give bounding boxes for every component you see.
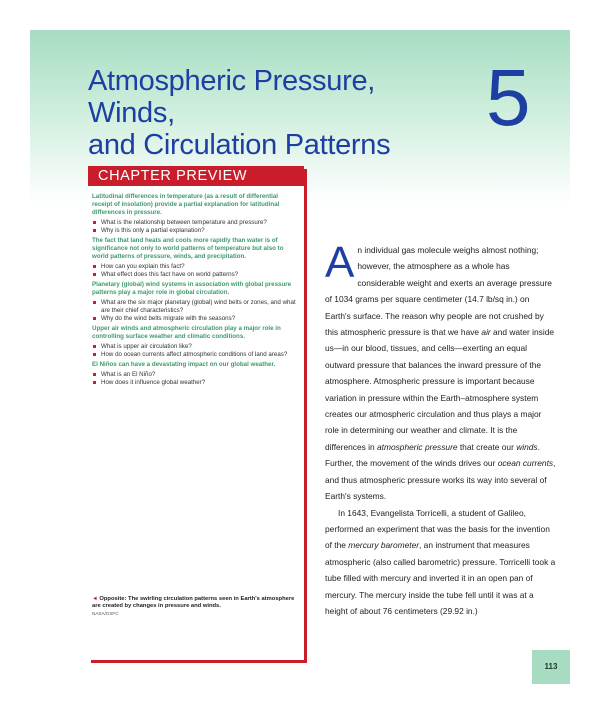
text-run: and water inside us—in our blood, tissues, and cells—exerting an equal outward pressure that balances the inward pressure of the atmosphere. Atmospheric pressure is important because variation in pressure within the Earth–atmosphere system creates our atmospheric circulation and thus plays a major role in determining our weather and climate. It is the differences in bbox=[325, 327, 555, 452]
text-run: that create our bbox=[457, 441, 517, 452]
preview-group-heading: The fact that land heats and cools more rapidly than water is of significance not only to world patterns of temperature but also to world patterns of pressure, winds, and precipitation. bbox=[92, 237, 284, 261]
preview-group-heading: El Niños can have a devastating impact on our global weather. bbox=[92, 361, 276, 369]
chapter-title bbox=[88, 65, 468, 161]
preview-group bbox=[92, 193, 300, 234]
preview-question-list bbox=[92, 299, 300, 322]
preview-question: Why do the wind belts migrate with the seasons? bbox=[92, 315, 300, 323]
text-run: n individual gas molecule weighs almost nothing; however, the atmosphere as a whole has considerable weight and exerts an average pressure of 1034 grams per square centimeter (14.7 lb/sq in.) on Earth's surface. The reason why people are not crushed by this atmospheric pressure is that we have bbox=[325, 245, 552, 338]
preview-group bbox=[92, 281, 300, 322]
preview-group-heading: Latitudinal differences in temperature (as a result of differential receipt of insolation) provide a partial explanation for latitudinal differences in pressure. bbox=[92, 193, 280, 216]
preview-group-heading: Upper air winds and atmospheric circulation play a major role in controlling surface weather and climatic conditions. bbox=[92, 325, 281, 341]
page-number: 113 bbox=[532, 650, 570, 684]
text-run: . Further, the movement of the winds drives our bbox=[325, 441, 540, 469]
figure-caption bbox=[92, 596, 297, 610]
body-paragraph-2 bbox=[325, 505, 557, 620]
preview-group bbox=[92, 361, 300, 386]
preview-question: How can you explain this fact? bbox=[92, 263, 300, 271]
preview-question: What is the relationship between temperature and pressure? bbox=[92, 219, 300, 227]
emphasis: ocean currents bbox=[497, 458, 554, 469]
caption-arrow-icon: ◄ bbox=[92, 596, 98, 602]
chapter-title-line-2: and Circulation Patterns bbox=[88, 129, 391, 161]
emphasis: mercury barometer bbox=[348, 540, 420, 551]
chapter-number: 5 bbox=[486, 53, 531, 142]
body-text bbox=[325, 238, 557, 619]
chapter-preview-heading: CHAPTER PREVIEW bbox=[88, 166, 304, 186]
chapter-title-line-1: Atmospheric Pressure, Winds, bbox=[88, 65, 376, 129]
book-page bbox=[30, 30, 570, 684]
drop-cap: A bbox=[325, 238, 355, 287]
emphasis: atmospheric pressure bbox=[377, 441, 458, 452]
preview-group bbox=[92, 237, 300, 278]
preview-question: Why is this only a partial explanation? bbox=[92, 227, 300, 235]
preview-question-list bbox=[92, 219, 300, 234]
chapter-preview-body bbox=[88, 186, 304, 387]
preview-question-list bbox=[92, 371, 300, 386]
preview-group-heading: Planetary (global) wind systems in association with global pressure patterns play a major role in global circulation. bbox=[92, 281, 292, 297]
body-paragraph-1 bbox=[325, 238, 557, 505]
preview-question: What are the six major planetary (global) wind belts or zones, and what are their chief characteristics? bbox=[92, 299, 300, 314]
preview-question: What effect does this fact have on world patterns? bbox=[92, 271, 300, 279]
chapter-preview-box bbox=[88, 166, 304, 660]
preview-question: What is upper air circulation like? bbox=[92, 343, 300, 351]
emphasis: air bbox=[481, 327, 491, 338]
caption-text: Opposite: The swirling circulation patterns seen in Earth's atmosphere are created by changes in pressure and winds. bbox=[92, 596, 295, 610]
text-run: , an instrument that measures atmospheric (also called barometric) pressure. Torricelli took a tube filled with mercury and inverted it in an open pan of mercury. The mercury inside the tube fell until it was at a height of about 76 centimeters (29.92 in.) bbox=[325, 540, 556, 616]
text-run: In 1643, Evangelista Torricelli, a student of Galileo, performed an experiment that was the basis for the invention of the bbox=[325, 507, 550, 551]
emphasis: winds bbox=[516, 441, 538, 452]
preview-group bbox=[92, 325, 300, 358]
text-run: , and thus atmospheric pressure works its way into several of Earth's systems. bbox=[325, 458, 556, 502]
photo-credit: NASA/GSFC bbox=[92, 611, 119, 616]
preview-question: What is an El Niño? bbox=[92, 371, 300, 379]
preview-question: How does it influence global weather? bbox=[92, 379, 300, 387]
preview-question: How do ocean currents affect atmospheric conditions of land areas? bbox=[92, 351, 300, 359]
preview-question-list bbox=[92, 263, 300, 278]
preview-question-list bbox=[92, 343, 300, 358]
